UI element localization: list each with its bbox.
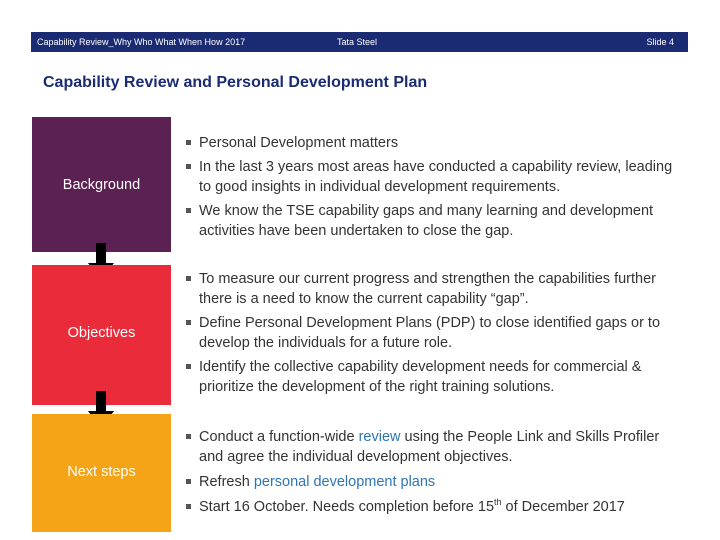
background-block xyxy=(32,117,171,252)
bullet-item: To measure our current progress and strengthen the capabilities further there is a need to know the current capability “gap”. xyxy=(184,269,684,309)
square-bullet-icon xyxy=(186,164,191,169)
bullet-item: In the last 3 years most areas have conducted a capability review, leading to good insights in individual development requirements. xyxy=(184,157,684,197)
review-link[interactable]: review xyxy=(358,429,401,445)
bullet-item: We know the TSE capability gaps and many learning and development activities have been undertaken to close the gap. xyxy=(184,201,669,241)
bullet-item: Identify the collective capability development needs for commercial & prioritize the development of the right training solutions. xyxy=(184,357,694,397)
personal-development-plans-link[interactable]: personal development plans xyxy=(253,474,436,490)
slide-title: Capability Review and Personal Development Plan xyxy=(43,74,428,91)
bullet-item: Conduct a function-wide review using the People Link and Skills Profiler and agree the individual development objectives. xyxy=(184,427,684,467)
slide-header-bar xyxy=(31,32,688,52)
header-presentation-name: Capability Review_Why Who What When How 2017 xyxy=(37,37,246,47)
square-bullet-icon xyxy=(186,320,191,325)
objectives-label: Objectives xyxy=(67,325,136,341)
header-slide-number: Slide 4 xyxy=(646,37,674,47)
bullet-item: Define Personal Development Plans (PDP) to close identified gaps or to develop the individuals for a future role. xyxy=(184,313,689,353)
background-label: Background xyxy=(62,177,141,193)
square-bullet-icon xyxy=(186,434,191,439)
square-bullet-icon xyxy=(186,140,191,145)
square-bullet-icon xyxy=(186,208,191,213)
bullet-item: Start 16 October. Needs completion before 15th of December 2017 xyxy=(184,497,694,517)
header-company-name: Tata Steel xyxy=(337,37,378,47)
square-bullet-icon xyxy=(186,364,191,369)
objectives-block xyxy=(32,265,171,405)
next-steps-block xyxy=(32,414,171,532)
square-bullet-icon xyxy=(186,276,191,281)
next-steps-label: Next steps xyxy=(67,464,136,480)
square-bullet-icon xyxy=(186,504,191,509)
bullet-item: Refresh personal development plans xyxy=(184,472,684,492)
bullet-item: Personal Development matters xyxy=(184,133,684,153)
square-bullet-icon xyxy=(186,479,191,484)
